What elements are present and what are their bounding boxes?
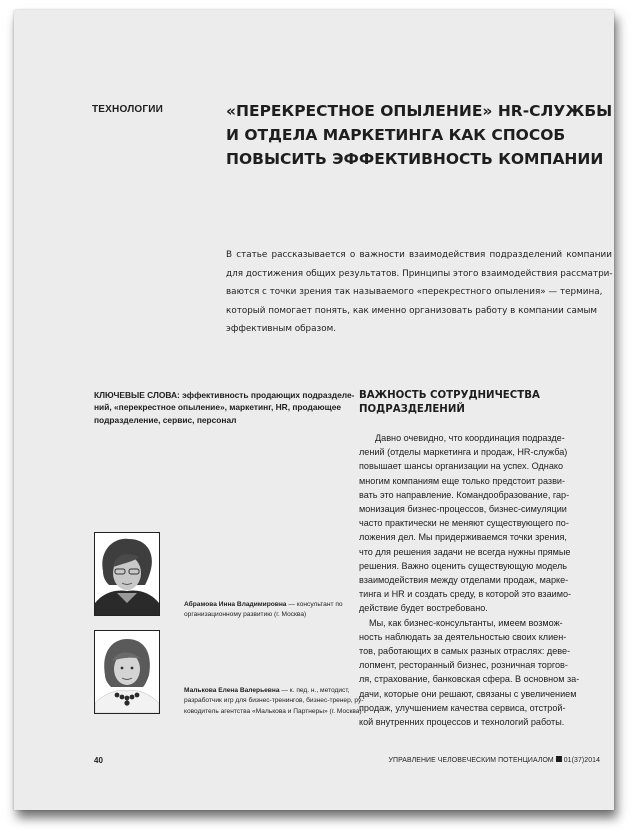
body-line: тов, работающих в самых разных отраслях: деве- xyxy=(359,646,571,657)
body-line: ность наблюдать за деятельностью своих клиен- xyxy=(359,631,567,642)
author-name: Абрамова Инна Владимировна xyxy=(184,601,287,608)
page-number: 40 xyxy=(94,756,103,765)
author-photo-abramova xyxy=(94,532,160,616)
body-line: Давно очевидно, что координация подразде- xyxy=(375,433,565,443)
journal-name: УПРАВЛЕНИЕ ЧЕЛОВЕЧЕСКИМ ПОТЕНЦИАЛОМ xyxy=(388,757,554,764)
author-role: — консультант по xyxy=(288,601,343,608)
body-line: кой внутренних процессов и технологий работы. xyxy=(359,717,565,728)
body-text xyxy=(359,431,604,729)
body-line: дачи, которые они решают, связаны с увеличением xyxy=(359,688,577,699)
journal-footer xyxy=(374,756,600,764)
body-line: Мы, как бизнес-консультанты, имеем возмож- xyxy=(369,617,563,628)
article-title xyxy=(226,99,613,171)
section-heading xyxy=(359,389,599,417)
author-photo-malkova xyxy=(94,630,160,714)
title-line: ПОВЫСИТЬ ЭФФЕКТИВНОСТЬ КОМПАНИИ xyxy=(226,150,604,168)
body-line: тинга и HR и создать среду, в которой это взаимо- xyxy=(359,589,572,600)
body-line: лопмент, ресторанный бизнес, розничная торгов- xyxy=(359,660,568,671)
article-abstract xyxy=(226,246,613,339)
body-line: монизация бизнес-процессов, бизнес-симуляции xyxy=(359,504,567,515)
author-role: — к. пед. н., методист, xyxy=(281,687,350,694)
abstract-line: который помогает понять, как именно организовать работу в компании самым xyxy=(226,305,598,316)
title-line: «ПЕРЕКРЕСТНОЕ ОПЫЛЕНИЕ» HR-СЛУЖБЫ xyxy=(226,102,613,120)
title-line: И ОТДЕЛА МАРКЕТИНГА КАК СПОСОБ xyxy=(226,126,566,144)
body-line: взаимодействия между отделами продаж, марке- xyxy=(359,575,569,586)
body-line: ложения дел. Мы придерживаемся точки зрения, xyxy=(359,532,567,543)
body-line: что для решения задачи не всегда нужны прямые xyxy=(359,546,571,557)
author-role-line: организационному развитию (г. Москва) xyxy=(184,611,307,619)
keywords-block xyxy=(94,389,355,426)
body-line: лений (отделы маркетинга и продаж, HR-служба) xyxy=(359,447,568,458)
author-name: Малькова Елена Валерьевна xyxy=(184,687,280,694)
abstract-line: В статье рассказывается о важности взаимодействия подразделений компании xyxy=(226,250,612,260)
body-line: часто практически не меняют существующего по- xyxy=(359,518,569,529)
author-caption-malkova xyxy=(184,686,364,717)
author-role-line: разработчик игр для бизнес-тренингов, бизнес-тренер, ру- xyxy=(184,697,364,705)
author-role-line: ководитель агентства «Малькова и Партнеры» (г. Москва) xyxy=(184,707,362,715)
heading-line: ВАЖНОСТЬ СОТРУДНИЧЕСТВА xyxy=(359,390,540,401)
body-line: действие будет востребовано. xyxy=(359,603,488,614)
section-label: ТЕХНОЛОГИИ xyxy=(92,104,164,115)
journal-page xyxy=(14,10,614,810)
body-line: повышает шансы организации на успех. Однако xyxy=(359,461,564,472)
body-line: вать это направление. Командообразование, гар- xyxy=(359,489,570,500)
abstract-line: для достижения общих результатов. Принципы этого взаимодействия рассматри- xyxy=(226,268,613,279)
keywords-line: ний, «перекрестное опыление», маркетинг, HR, продающее xyxy=(94,402,342,413)
heading-line: ПОДРАЗДЕЛЕНИЙ xyxy=(359,404,465,415)
square-bullet-icon xyxy=(556,756,562,762)
abstract-line: эффективным образом. xyxy=(226,324,337,335)
keywords-line: КЛЮЧЕВЫЕ СЛОВА: эффективность продающих подразделе- xyxy=(94,390,355,400)
keywords-line: подразделение, сервис, персонал xyxy=(94,414,237,425)
journal-issue: 01(37)2014 xyxy=(563,757,600,764)
abstract-line: ваются с точки зрения так называемого «перекрестного опыления» — термина, xyxy=(226,287,603,298)
body-line: многим компаниям еще только предстоит разви- xyxy=(359,475,566,486)
author-caption-abramova xyxy=(184,600,344,621)
body-line: решения. Важно оценить существующую модель xyxy=(359,560,568,571)
body-line: ля, страхование, банковская сфера. В основном за- xyxy=(359,674,580,685)
body-line: продаж, улучшением качества сервиса, отстрой- xyxy=(359,702,566,713)
